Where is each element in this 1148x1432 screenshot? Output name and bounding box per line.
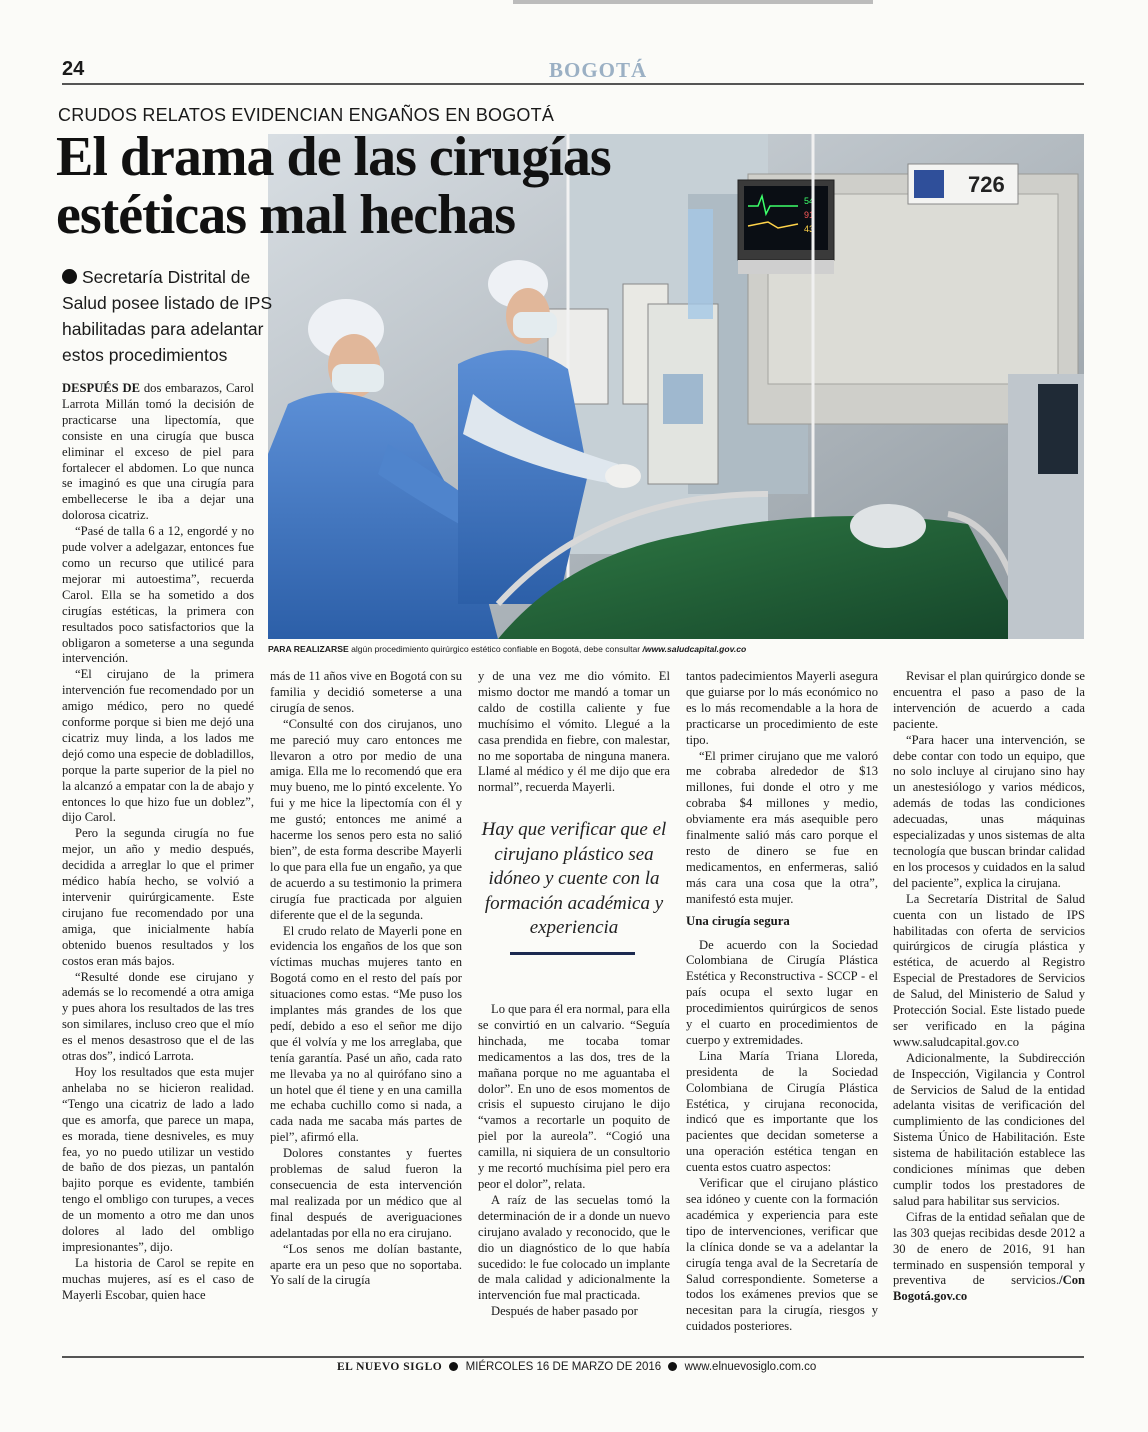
- footer-rule: [62, 1356, 1084, 1358]
- paragraph: El crudo relato de Mayerli pone en evidencia los engaños de los que son víctimas muchas mujeres tanto en Bogotá como en el resto del país por situaciones como estas. “Me puso los implantes más grandes de los que pedí, debido a eso el señor me dijo que él volvía y me los arreglaba, que tenía garantía. Pasé un año, cada rato me llevaba ya no al quirófano sino a un hotel que él tiene y en una camilla me echaba cuchillo como si nada, a cada nada me sacaba más partes de piel”, afirmó ella.: [270, 923, 462, 1145]
- pull-quote-rule: [510, 952, 635, 955]
- article-kicker: CRUDOS RELATOS EVIDENCIAN ENGAÑOS EN BOGOTÁ: [58, 105, 555, 125]
- footer-website: www.elnuevosiglo.com.co: [684, 1361, 817, 1373]
- header-rule: [62, 83, 1084, 85]
- paragraph: De acuerdo con la Sociedad Colombiana de Cirugía Plástica Estética y Reconstructiva - SCCP - el país ocupa el sexto lugar en procedimientos quirúrgicos de senos y el cuarto en procedimientos de cuerpo y extremidades.: [686, 937, 878, 1047]
- monitor-value-2: 91: [804, 210, 815, 220]
- top-edge-line: [513, 0, 873, 4]
- article-subhead: [62, 264, 277, 368]
- section-name: BOGOTÁ: [549, 58, 648, 82]
- paragraph: DESPUÉS DE dos embarazos, Carol Larrota Millán tomó la decisión de practicarse una lipectomía, que consiste en una cirugía que busca eliminar el exceso de piel para fortalecer el abdomen. Lo que nunca se imaginó es que una cirugía para embellecerse le iba a dejar una dolorosa cicatriz.: [62, 381, 254, 523]
- caption-url: /www.saludcapital.gov.co: [642, 644, 747, 654]
- paragraph: “El primer cirujano que me valoró me cobraba alrededor de $13 millones, fui donde el otro y me cobraba $4 millones y medio, obviamente era más asequible pero finalmente salió más caro porque el resto de dinero se fue en medicamentos, en enfermeras, salió más cara una cosa que la otra”, manifestó esta mujer.: [686, 748, 878, 906]
- headline: [56, 128, 756, 244]
- subhead-text: Secretaría Distrital de Salud posee listado de IPS habilitadas para adelantar estos procedimientos: [62, 267, 273, 365]
- paragraph: Hoy los resultados que esta mujer anhelaba no se hicieron realidad. “Tengo una cicatriz de lado a lado que es amorfa, que parece un mapa, es morada, tiene desniveles, es muy fea, yo no puedo utilizar un vestido de baño de dos piezas, un pantalón bajito porque es evidente, también tengo el ombligo con turupes, a veces de un momento a otro me dan unos dolores al lado del ombligo impresionantes”, dijo.: [62, 1064, 254, 1254]
- separator-dot-icon: [668, 1362, 677, 1371]
- column-5: [893, 669, 1085, 1305]
- headline-line-2: estéticas mal hechas: [56, 184, 516, 246]
- paragraph: Dolores constantes y fuertes problemas de salud fueron la consecuencia de esta intervención mal realizada por un médico que al final después de averiguaciones adelantadas por ella no era cirujano.: [270, 1146, 462, 1240]
- paragraph: Verificar que el cirujano plástico sea idóneo y cuente con la formación académica y experiencia para este tipo de intervenciones, verificar que la clínica donde se va a adelantar la cirugía tenga aval de la Secretaría de Salud correspondiente. Someterse a todos los exámenes previos que se necesitan para la cirugía, riesgos y cuidados posteriores.: [686, 1176, 878, 1334]
- bullet-dot-icon: [62, 269, 77, 284]
- room-number: 726: [968, 172, 1005, 197]
- caption-text: algún procedimiento quirúrgico estético confiable en Bogotá, debe consultar: [348, 644, 643, 654]
- photo-caption: [268, 644, 1088, 654]
- monitor-value-3: 43: [804, 224, 815, 234]
- column-4: [686, 669, 878, 1335]
- column-3-top: [478, 669, 670, 796]
- footer-date: MIÉRCOLES 16 DE MARZO DE 2016: [465, 1361, 662, 1373]
- lead-in: DESPUÉS DE: [62, 381, 141, 395]
- headline-line-1: El drama de las cirugías: [56, 126, 611, 188]
- paragraph: A raíz de las secuelas tomó la determinación de ir a donde un nuevo cirujano avalado y reconocido, que le dio un diagnóstico de lo que había sucedido: le fue colocado un implante de mala calidad y adicionalmente la intervención fue mal practicada.: [478, 1192, 670, 1303]
- page-footer: [337, 1361, 816, 1373]
- paragraph: Después de haber pasado por: [491, 1304, 638, 1319]
- column-3-bottom: [478, 1002, 670, 1320]
- column-2: [270, 669, 462, 1289]
- paragraph: La Secretaría Distrital de Salud cuenta con un listado de IPS habilitadas con oferta de servicios quirúrgicos de cirugía plástica y estética, de acuerdo al Registro Especial de Prestadores de Servicios de Salud, del Ministerio de Salud y Protección Social. Este listado puede ser verificado en la página www.saludcapital.gov.co: [893, 891, 1085, 1049]
- pull-quote: Hay que verificar que el cirujano plástico sea idóneo y cuente con la formación académica y experiencia: [481, 819, 667, 938]
- paragraph: tantos padecimientos Mayerli asegura que guiarse por lo más económico no es lo más recomendable a la hora de practicarse un procedimiento de este tipo.: [686, 669, 878, 747]
- paragraph: más de 11 años vive en Bogotá con su familia y decidió someterse a una cirugía de senos.: [270, 669, 462, 715]
- newspaper-brand: EL NUEVO SIGLO: [337, 1361, 443, 1373]
- paragraph: Cifras de la entidad señalan que de las 303 quejas recibidas desde 2012 a 30 de enero de 2016, 91 han terminado en suspensión temporal y preventiva de servicios./Con Bogotá.gov.co: [893, 1209, 1085, 1304]
- source-credit: /Con Bogotá.gov.co: [893, 1273, 1085, 1304]
- paragraph: “Para hacer una intervención, se debe contar con todo un equipo, que no solo incluye al cirujano sino hay un anestesiólogo y varios médicos, además de todas las condiciones adecuadas, unas máquinas especializadas y unos sistemas de alta tecnología que buscan brindar calidad en los procesos y cuidados en la salud del paciente”, explica la cirujana.: [893, 732, 1085, 890]
- paragraph: “Consulté con dos cirujanos, uno me pareció muy caro entonces me llevaron a otro por medio de una amiga. Ella me lo recomendó que era muy bueno, me lo pintó excelente. Yo fui y me hice la lipectomía con él y me gustó; entonces me animé a hacerme los senos pero esta no salió bien”, de esta forma describe Mayerli lo que para ella fue un engaño, ya que de acuerdo a su testimonio la primera cirugía fue practicada por alguien diferente que el de la segunda.: [270, 716, 462, 922]
- paragraph: “Pasé de talla 6 a 12, engordé y no pude volver a adelgazar, entonces fue como un recurso que utilicé para mejorar mi autoestima”, recuerda Carol. Ella se ha sometido a dos cirugías estéticas, la primera con resultados poco satisfactorios que la obligaron a someterse a una segunda intervención.: [62, 524, 254, 666]
- paragraph: “El cirujano de la primera intervención fue recomendado por un amigo médico, pero no quedé conforme porque si bien me dejó una cicatriz muy linda, a los lados me dejó como una especie de dobladillos, porque la parte superior de la piel no la alcanzó a empatar con la de abajo y entonces lo que hizo fue un doblez”, dijo Carol.: [62, 667, 254, 825]
- paragraph: “Resulté donde ese cirujano y además se lo recomendé a otra amiga y pues ahora los resultados de las tres son similares, incluso creo que el mío es el menos desastroso que el de las otras dos”, indicó Larrota.: [62, 969, 254, 1064]
- section-subtitle: Una cirugía segura: [686, 913, 790, 928]
- paragraph: Lina María Triana Lloreda, presidenta de la Sociedad Colombiana de Cirugía Plástica Estética, y cirujana reconocida, indicó que es importante que los pacientes que decidan someterse a una operación estética tengan en cuenta estos cuatro aspectos:: [686, 1048, 878, 1175]
- column-1: [62, 381, 254, 1304]
- paragraph: La historia de Carol se repite en muchas mujeres, así es el caso de Mayerli Escobar, quien hace: [62, 1255, 254, 1302]
- paragraph: Pero la segunda cirugía no fue mejor, un año y medio después, decidida a arreglar lo que el primer médico había hecho, se volvió a intervenir quirúrgicamente. Este cirujano fue recomendado por una amiga, que inicialmente había obtenido buenos resultados y los costos eran más bajos.: [62, 826, 254, 968]
- separator-dot-icon: [449, 1362, 458, 1371]
- monitor-value-1: 54: [804, 196, 815, 206]
- paragraph: Revisar el plan quirúrgico donde se encuentra el paso a paso de la intervención de acuerdo a cada paciente.: [893, 669, 1085, 731]
- caption-lead: PARA REALIZARSE: [268, 644, 349, 654]
- paragraph: y de una vez me dio vómito. El mismo doctor me mandó a tomar un caldo de costilla caliente y fue muchísimo el vómito. Llegué a la casa prendida en fiebre, con malestar, no me soportaba de ninguna manera. Llamé al médico y él me dijo que era normal”, recuerda Mayerli.: [478, 669, 670, 795]
- page-number: 24: [62, 58, 85, 80]
- paragraph: Adicionalmente, la Subdirección de Inspección, Vigilancia y Control de Servicios de Salud de la entidad adelanta visitas de verificación del cumplimiento de las condiciones del Sistema Único de Habilitación. Este sistema de habilitación establece las condiciones mínimas que deben cumplir todos los prestadores de salud para habilitar sus servicios.: [893, 1050, 1085, 1208]
- paragraph: “Los senos me dolían bastante, aparte era un peso que no soportaba. Yo salí de la cirugía: [270, 1241, 462, 1288]
- paragraph: Lo que para él era normal, para ella se convirtió en un calvario. “Seguía hinchada, me tocaba tomar medicamentos a las dos, tres de la mañana porque no me aguantaba el dolor”. En uno de esos momentos de crisis el supuesto cirujano le dijo “vamos a recortarle un poquito de piel por la aureola”. “Cogió una camilla, ni siquiera de un consultorio y me recortó muchísima piel pero era peor el dolor”, relata.: [478, 1002, 671, 1191]
